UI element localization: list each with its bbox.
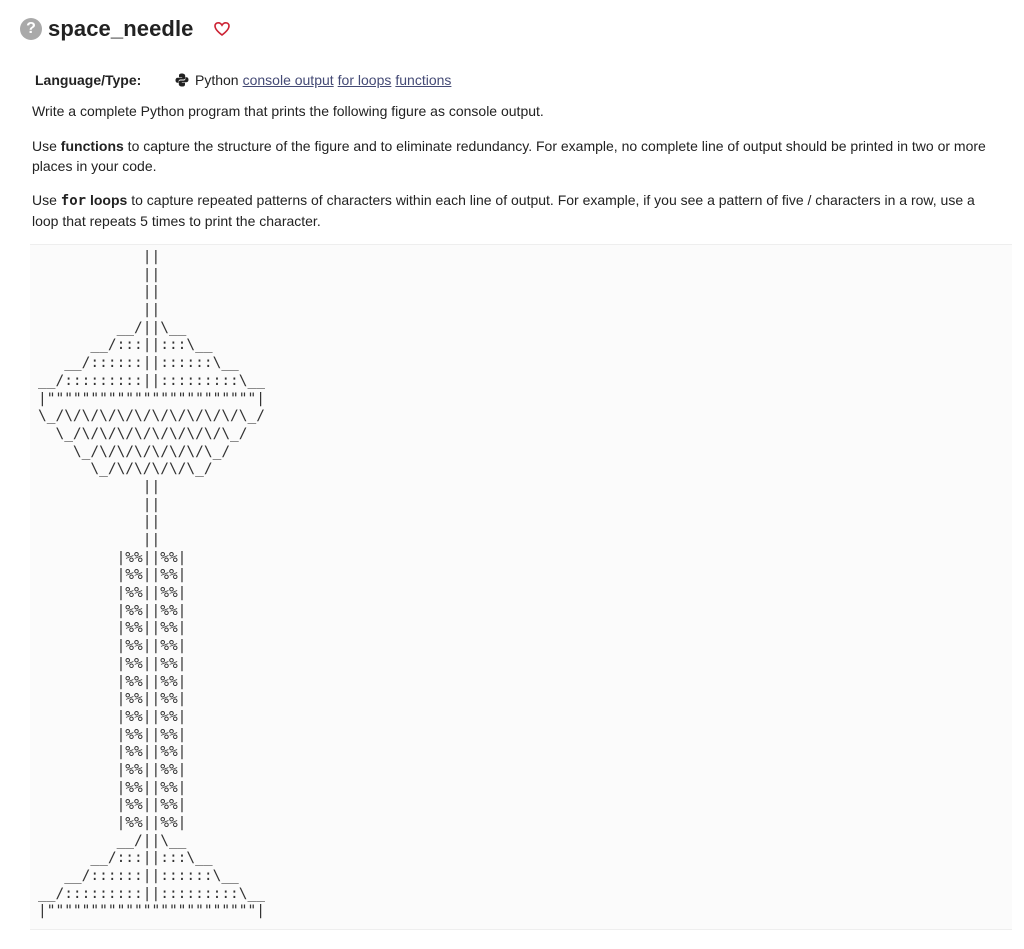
figure-line: |%%||%%| <box>38 815 187 831</box>
figure-line: |%%||%%| <box>38 655 187 672</box>
page-title: space_needle <box>48 16 194 41</box>
figure-line: __/||\__ <box>38 832 187 849</box>
instructions-paragraph-3 <box>32 190 1000 231</box>
figure-line: || <box>38 496 161 513</box>
figure-line: __/:::::::::||:::::::::\__ <box>38 372 265 389</box>
figure-line: |%%||%%| <box>38 602 187 619</box>
figure-line: |%%||%%| <box>38 620 187 637</box>
language-value: Python <box>195 72 239 88</box>
p3-text-post: to capture repeated patterns of characters within each line of output. For example, if you see a pattern of five / characters in a row, use a loop that repeats 5 times to print the character. <box>32 192 975 229</box>
p3-keyword-loops: loops <box>86 192 128 208</box>
expected-output-box <box>30 244 1012 930</box>
figure-line: |""""""""""""""""""""""""| <box>38 903 265 920</box>
figure-line: __/::::::||::::::\__ <box>38 868 239 885</box>
tag-for-loops[interactable]: for loops <box>337 72 392 88</box>
figure-line: |%%||%%| <box>38 797 187 814</box>
p3-keyword-for: for <box>60 193 87 209</box>
figure-line: |%%||%%| <box>38 585 187 602</box>
figure-line: \_/\/\/\/\/\_/ <box>38 461 213 478</box>
figure-line: |%%||%%| <box>38 673 187 690</box>
figure-line: __/:::||:::\__ <box>38 850 213 867</box>
figure-line: |%%||%%| <box>38 549 187 566</box>
instructions-paragraph-1: Write a complete Python program that prints the following figure as console output. <box>32 103 544 119</box>
question-circle-icon[interactable]: ? <box>20 18 42 40</box>
p2-text-post: to capture the structure of the figure and to eliminate redundancy. For example, no complete line of output should be printed in two or more places in your code. <box>32 138 986 174</box>
figure-line: |%%||%%| <box>38 779 187 796</box>
title-row <box>20 16 230 42</box>
python-icon <box>175 73 189 87</box>
heart-icon[interactable] <box>214 21 230 37</box>
figure-line: __/||\__ <box>38 319 187 336</box>
figure-line: |%%||%%| <box>38 567 187 584</box>
p2-text-pre: Use <box>32 138 61 154</box>
figure-line: |%%||%%| <box>38 726 187 743</box>
tag-console-output[interactable]: console output <box>242 72 334 88</box>
figure-line: \_/\/\/\/\/\/\/\/\/\_/ <box>38 425 248 442</box>
figure-line: || <box>38 284 161 301</box>
p2-keyword-functions: functions <box>60 138 124 154</box>
ascii-figure <box>38 249 265 921</box>
figure-line: |%%||%%| <box>38 761 187 778</box>
figure-line: || <box>38 478 161 495</box>
p3-text-pre: Use <box>32 192 61 208</box>
language-label: Language/Type: <box>35 72 142 88</box>
figure-line: __/::::::||::::::\__ <box>38 355 239 372</box>
figure-line: |%%||%%| <box>38 744 187 761</box>
figure-line: || <box>38 532 161 548</box>
figure-line: __/:::||:::\__ <box>38 337 213 354</box>
figure-line: || <box>38 302 161 319</box>
figure-line: __/:::::::::||:::::::::\__ <box>38 885 265 902</box>
figure-line: |%%||%%| <box>38 638 187 655</box>
figure-line: |%%||%%| <box>38 691 187 708</box>
language-row <box>35 72 455 88</box>
figure-line: \_/\/\/\/\/\/\/\_/ <box>38 443 231 460</box>
figure-line: || <box>38 514 161 531</box>
figure-line: |%%||%%| <box>38 708 187 725</box>
figure-line: || <box>38 266 161 283</box>
figure-line: |""""""""""""""""""""""""| <box>38 390 265 407</box>
figure-line: || <box>38 249 161 265</box>
instructions-paragraph-2 <box>32 136 1000 176</box>
figure-line: \_/\/\/\/\/\/\/\/\/\/\/\_/ <box>38 408 265 425</box>
tag-functions[interactable]: functions <box>395 72 452 88</box>
